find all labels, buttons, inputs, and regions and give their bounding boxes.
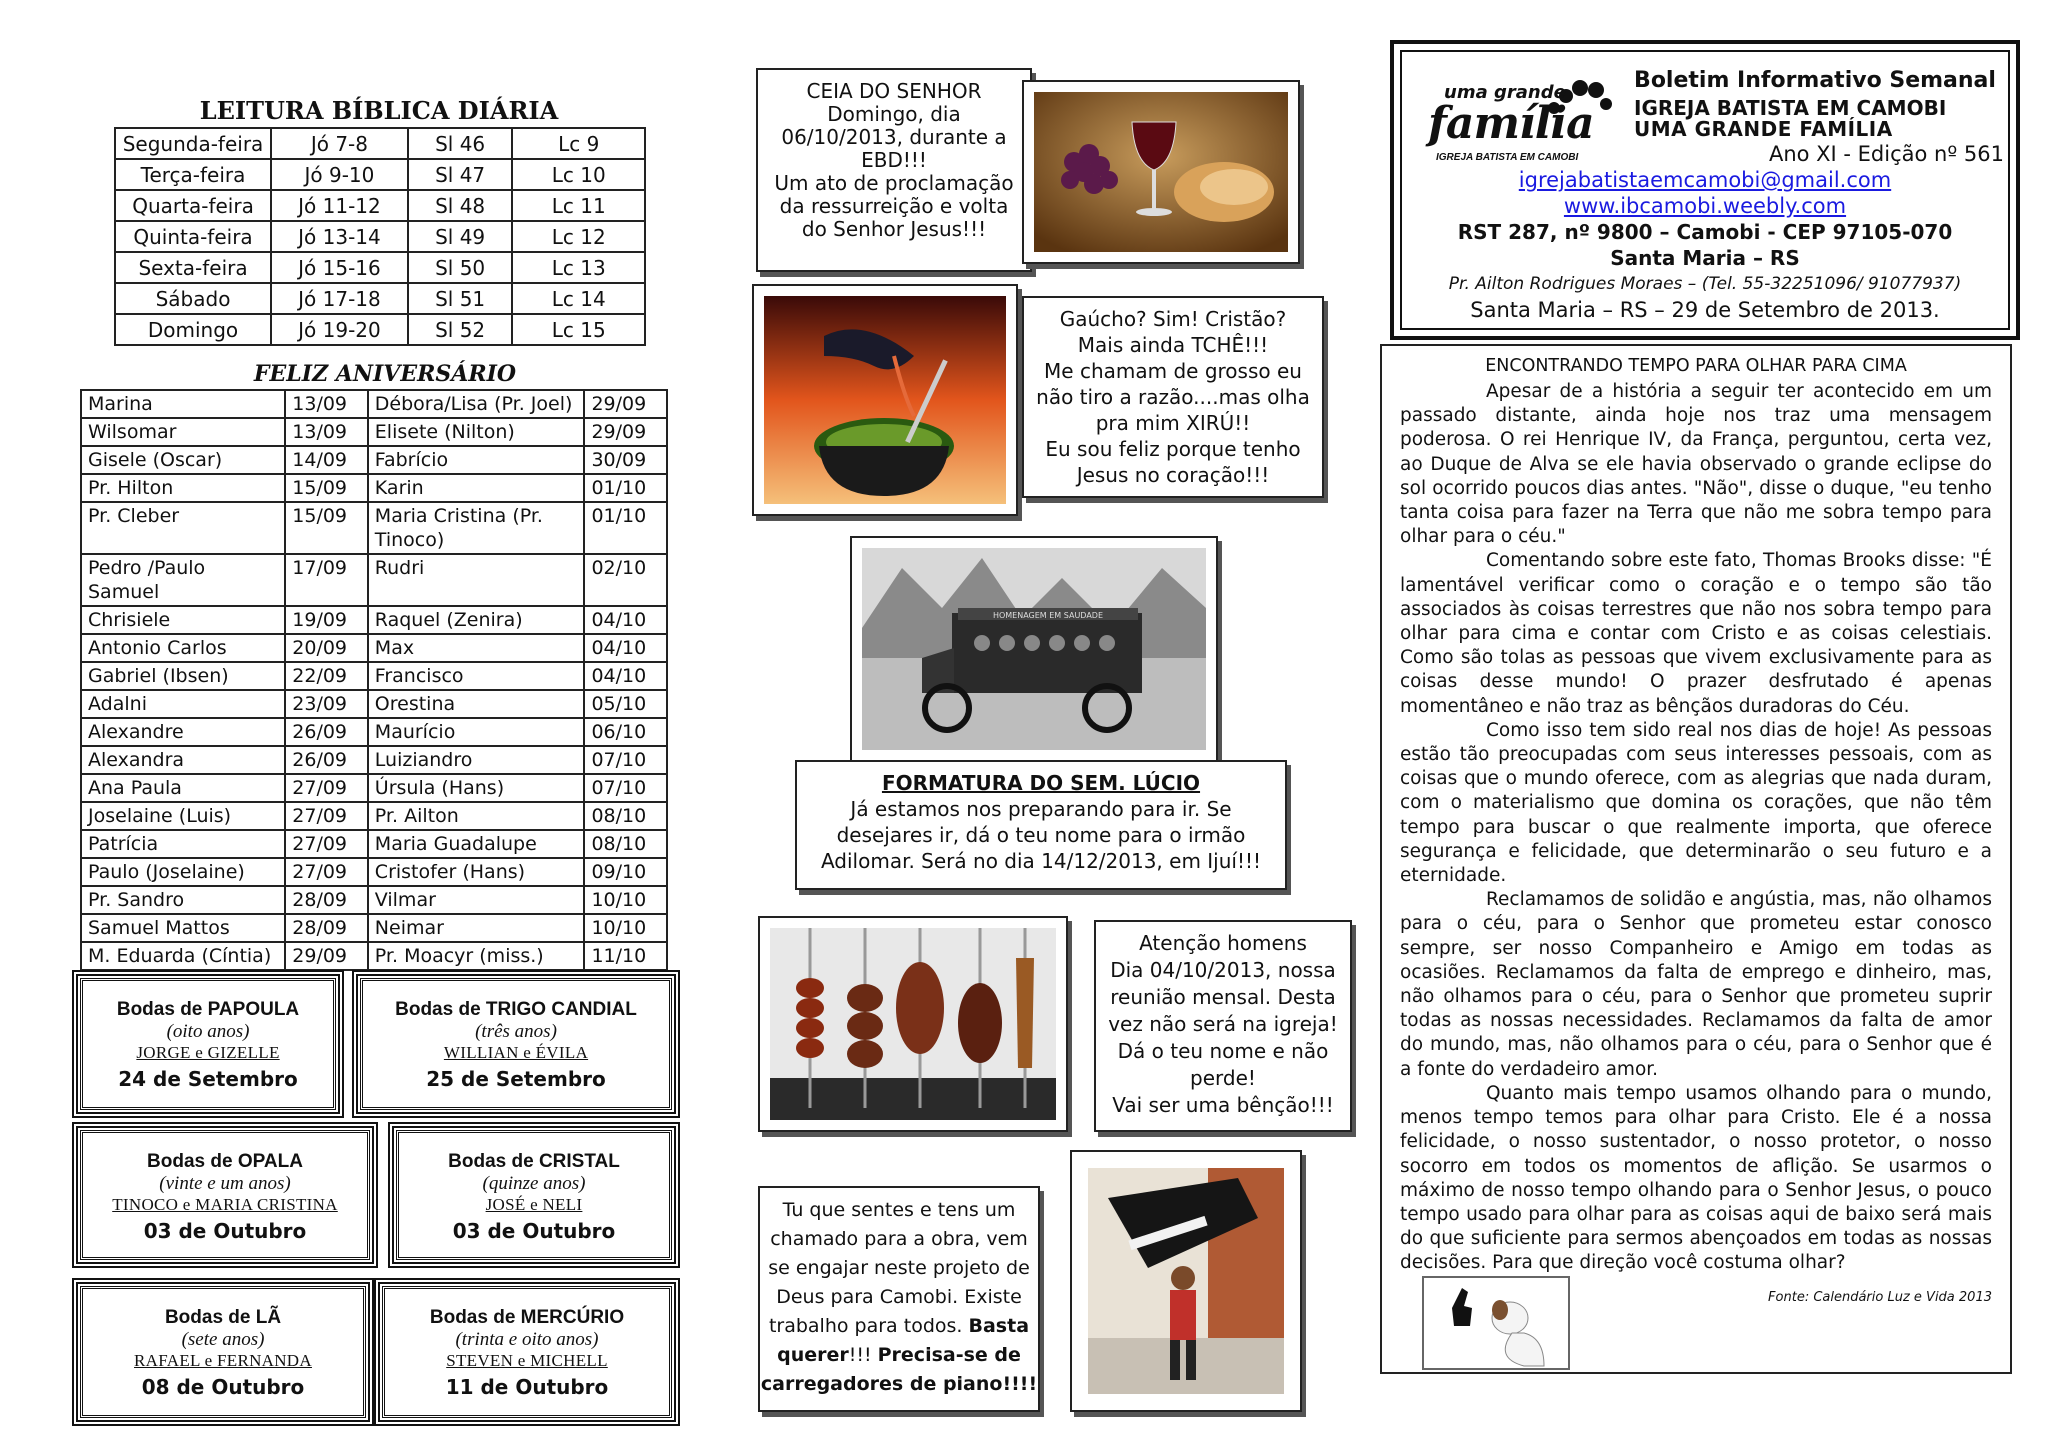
piano-line bbox=[760, 1370, 1038, 1399]
reading-day: Sexta-feira bbox=[115, 252, 271, 283]
piano-line-text: trabalho para todos. bbox=[768, 1315, 963, 1337]
birthday-name: Adalni bbox=[81, 690, 285, 718]
birthday-date: 10/10 bbox=[584, 914, 667, 942]
anniversary-years: (sete anos) bbox=[181, 1329, 265, 1350]
anniversary-card bbox=[382, 1286, 672, 1418]
reading-row bbox=[115, 190, 645, 221]
reading-ref: Jó 15-16 bbox=[271, 252, 408, 283]
birthday-date: 30/09 bbox=[584, 446, 667, 474]
anniversary-couple: JOSÉ e NELI bbox=[485, 1195, 583, 1214]
piano-bold: Basta bbox=[968, 1315, 1030, 1337]
birthday-row bbox=[81, 474, 667, 502]
birthday-date: 08/10 bbox=[584, 830, 667, 858]
anniversary-date: 25 de Setembro bbox=[426, 1067, 606, 1091]
birthday-name: Patrícia bbox=[81, 830, 285, 858]
birthday-date: 27/09 bbox=[285, 774, 368, 802]
birthday-date: 22/09 bbox=[285, 662, 368, 690]
article-paragraph: Quanto mais tempo usamos olhando para o mundo, menos tempo temos para olhar para Cristo. Ele é a nossa felicidade, o nosso sustentador, o nosso protetor, o nosso socorro em todos os momentos de aflição. Se usarmos o máximo de nosso tempo olhando para o Senhor Jesus, o pouco tempo usado para olhar para as coisas aqui de baixo será mais do que suficiente para sermos abençoados em todas as nossas decisões. Para que direção você costuma olhar? bbox=[1400, 1082, 1992, 1274]
birthday-date: 27/09 bbox=[285, 858, 368, 886]
birthday-row bbox=[81, 554, 667, 606]
birthday-name: Maria Guadalupe bbox=[368, 830, 585, 858]
anniversary-title: Bodas de TRIGO CANDIAL bbox=[395, 999, 637, 1020]
birthday-date: 07/10 bbox=[584, 746, 667, 774]
reading-ref: Lc 15 bbox=[512, 314, 645, 345]
birthday-date: 27/09 bbox=[285, 830, 368, 858]
ceia-line: do Senhor Jesus!!! bbox=[801, 217, 987, 241]
birthday-row bbox=[81, 914, 667, 942]
anniversary-title: Bodas de LÃ bbox=[164, 1307, 282, 1328]
birthday-name: Débora/Lisa (Pr. Joel) bbox=[368, 390, 585, 418]
birthday-name: Vilmar bbox=[368, 886, 585, 914]
birthday-name: Wilsomar bbox=[81, 418, 285, 446]
reading-day: Terça-feira bbox=[115, 159, 271, 190]
ceia-line: da ressurreição e volta bbox=[779, 194, 1009, 218]
birthday-name: Joselaine (Luis) bbox=[81, 802, 285, 830]
birthday-name: Paulo (Joselaine) bbox=[81, 858, 285, 886]
anniversary-title: Bodas de CRISTAL bbox=[448, 1151, 620, 1172]
birthday-date: 04/10 bbox=[584, 606, 667, 634]
anniversary-card bbox=[360, 978, 672, 1110]
birthday-date: 01/10 bbox=[584, 502, 667, 554]
reading-ref: Sl 47 bbox=[408, 159, 513, 190]
birthday-name: Pr. Sandro bbox=[81, 886, 285, 914]
birthday-row bbox=[81, 634, 667, 662]
article-source: Fonte: Calendário Luz e Vida 2013 bbox=[1768, 1289, 1992, 1305]
birthday-date: 06/10 bbox=[584, 718, 667, 746]
reading-ref: Jó 7-8 bbox=[271, 128, 408, 159]
formatura-title: FORMATURA DO SEM. LÚCIO bbox=[881, 771, 1201, 795]
birthday-row bbox=[81, 858, 667, 886]
birthday-name: Raquel (Zenira) bbox=[368, 606, 585, 634]
ceia-line: Domingo, dia bbox=[827, 102, 961, 126]
bulletin-date: Santa Maria – RS – 29 de Setembro de 2013. bbox=[1470, 298, 1940, 322]
birthday-date: 23/09 bbox=[285, 690, 368, 718]
old-bus-photo bbox=[850, 536, 1218, 762]
reading-row bbox=[115, 221, 645, 252]
city: Santa Maria – RS bbox=[1610, 246, 1800, 270]
piano-line: Tu que sentes e tens um bbox=[782, 1199, 1016, 1221]
birthday-name: Gisele (Oscar) bbox=[81, 446, 285, 474]
anniversary-couple: RAFAEL e FERNANDA bbox=[134, 1351, 312, 1370]
birthday-row bbox=[81, 662, 667, 690]
anniversary-title: Bodas de MERCÚRIO bbox=[429, 1307, 625, 1328]
birthday-row bbox=[81, 802, 667, 830]
formatura-line: Adilomar. Será no dia 14/12/2013, em Ijuí!!! bbox=[820, 849, 1262, 873]
birthday-name: Chrisiele bbox=[81, 606, 285, 634]
anniversary-date: 03 de Outubro bbox=[143, 1219, 307, 1243]
birthday-name: Pr. Cleber bbox=[81, 502, 285, 554]
birthday-date: 28/09 bbox=[285, 914, 368, 942]
birthday-date: 04/10 bbox=[584, 634, 667, 662]
reading-title: LEITURA BÍBLICA DIÁRIA bbox=[199, 96, 559, 125]
anniversary-card bbox=[80, 978, 336, 1110]
anniversary-title: Bodas de PAPOULA bbox=[116, 999, 300, 1020]
reading-ref: Sl 49 bbox=[408, 221, 513, 252]
anniversary-years: (quinze anos) bbox=[482, 1173, 586, 1194]
anniversary-years: (trinta e oito anos) bbox=[455, 1329, 599, 1350]
ceia-line: CEIA DO SENHOR bbox=[806, 79, 982, 103]
birthday-row bbox=[81, 446, 667, 474]
logo-main-text: família bbox=[1428, 98, 1594, 149]
birthday-date: 13/09 bbox=[285, 390, 368, 418]
birthday-date: 02/10 bbox=[584, 554, 667, 606]
anniversary-couple: STEVEN e MICHELL bbox=[446, 1351, 608, 1370]
birthday-name: Pr. Ailton bbox=[368, 802, 585, 830]
birthday-row bbox=[81, 830, 667, 858]
piano-mid: !!! bbox=[848, 1344, 878, 1366]
reading-row bbox=[115, 283, 645, 314]
barbecue-image bbox=[758, 916, 1068, 1132]
reading-ref: Sl 46 bbox=[408, 128, 513, 159]
chimarrao-image bbox=[752, 284, 1018, 516]
header-box bbox=[1390, 40, 2020, 340]
birthday-date: 26/09 bbox=[285, 718, 368, 746]
men-meeting-line: reunião mensal. Desta bbox=[1110, 985, 1336, 1009]
formatura-line: Já estamos nos preparando para ir. Se bbox=[850, 797, 1232, 821]
birthday-name: Marina bbox=[81, 390, 285, 418]
birthday-date: 11/10 bbox=[584, 942, 667, 970]
birthday-date: 29/09 bbox=[584, 390, 667, 418]
reading-ref: Jó 17-18 bbox=[271, 283, 408, 314]
formatura-box bbox=[795, 760, 1287, 890]
bulletin-title: Boletim Informativo Semanal bbox=[1634, 68, 1996, 93]
piano-line: Deus para Camobi. Existe bbox=[776, 1286, 1022, 1308]
reading-ref: Sl 50 bbox=[408, 252, 513, 283]
gaucho-line: Jesus no coração!!! bbox=[1076, 463, 1270, 487]
reading-ref: Jó 9-10 bbox=[271, 159, 408, 190]
reading-ref: Jó 19-20 bbox=[271, 314, 408, 345]
piano-bold: carregadores de piano!!!! bbox=[760, 1373, 1038, 1395]
birthday-date: 27/09 bbox=[285, 802, 368, 830]
reading-ref: Lc 9 bbox=[512, 128, 645, 159]
men-meeting-line: Dia 04/10/2013, nossa bbox=[1110, 958, 1336, 982]
edition: Ano XI - Edição nº 561 bbox=[1768, 142, 2004, 166]
birthday-name: Orestina bbox=[368, 690, 585, 718]
reading-day: Segunda-feira bbox=[115, 128, 271, 159]
gaucho-box bbox=[1022, 296, 1324, 498]
birthday-name: Ana Paula bbox=[81, 774, 285, 802]
men-meeting-line: vez não será na igreja! bbox=[1108, 1012, 1338, 1036]
anniversary-couple: JORGE e GIZELLE bbox=[136, 1043, 280, 1062]
birthday-date: 15/09 bbox=[285, 502, 368, 554]
birthday-name: Maurício bbox=[368, 718, 585, 746]
birthday-row bbox=[81, 886, 667, 914]
reading-ref: Lc 12 bbox=[512, 221, 645, 252]
ceia-line: Um ato de proclamação bbox=[774, 171, 1014, 195]
men-meeting-line: Dá o teu nome e não bbox=[1117, 1039, 1329, 1063]
birthday-row bbox=[81, 942, 667, 970]
birthday-date: 15/09 bbox=[285, 474, 368, 502]
anniversary-title: Bodas de OPALA bbox=[147, 1151, 303, 1172]
birthday-name: Elisete (Nilton) bbox=[368, 418, 585, 446]
birthday-name: Antonio Carlos bbox=[81, 634, 285, 662]
birthday-date: 09/10 bbox=[584, 858, 667, 886]
birthday-table bbox=[80, 389, 668, 971]
reading-ref: Sl 51 bbox=[408, 283, 513, 314]
church-logo bbox=[1426, 76, 1616, 166]
birthday-row bbox=[81, 718, 667, 746]
birthday-date: 17/09 bbox=[285, 554, 368, 606]
reading-ref: Sl 52 bbox=[408, 314, 513, 345]
anniversary-card bbox=[80, 1286, 366, 1418]
birthday-date: 29/09 bbox=[584, 418, 667, 446]
birthday-name: Fabrício bbox=[368, 446, 585, 474]
gaucho-line: não tiro a razão....mas olha bbox=[1036, 385, 1310, 409]
website-link[interactable]: www.ibcamobi.weebly.com bbox=[1563, 194, 1847, 218]
piano-line bbox=[760, 1341, 1038, 1370]
anniversary-couple: TINOCO e MARIA CRISTINA bbox=[112, 1195, 338, 1214]
birthday-date: 05/10 bbox=[584, 690, 667, 718]
birthday-name: Neimar bbox=[368, 914, 585, 942]
birthday-row bbox=[81, 690, 667, 718]
gaucho-line: Me chamam de grosso eu bbox=[1044, 359, 1302, 383]
ceia-box bbox=[756, 68, 1032, 272]
birthday-date: 01/10 bbox=[584, 474, 667, 502]
birthday-name: Samuel Mattos bbox=[81, 914, 285, 942]
birthday-title: FELIZ ANIVERSÁRIO bbox=[253, 361, 517, 387]
birthday-date: 20/09 bbox=[285, 634, 368, 662]
birthday-name: Alexandre bbox=[81, 718, 285, 746]
birthday-name: Rudri bbox=[368, 554, 585, 606]
anniversary-card bbox=[80, 1130, 370, 1260]
gaucho-line: Gaúcho? Sim! Cristão? bbox=[1059, 307, 1287, 331]
reading-table bbox=[114, 127, 646, 346]
anniversary-card bbox=[396, 1130, 672, 1260]
men-meeting-line: perde! bbox=[1190, 1066, 1256, 1090]
birthday-name: Pedro /Paulo Samuel bbox=[81, 554, 285, 606]
address: RST 287, nº 9800 – Camobi - CEP 97105-070 bbox=[1457, 220, 1953, 244]
gaucho-line: pra mim XIRÚ!! bbox=[1095, 411, 1251, 435]
ceia-line: 06/10/2013, durante a bbox=[781, 125, 1007, 149]
logo-sub-text: IGREJA BATISTA EM CAMOBI bbox=[1436, 152, 1579, 163]
article-paragraph: Como isso tem sido real nos dias de hoje! As pessoas estão tão preocupadas com seus interesses pessoais, com as coisas que o mundo oferece, com as alegrias que nada duram, com o materialismo que domina os corações, que não têm tempo para buscar o que realmente importa, que oferece segurança e felicidade, que determinarão o seu futuro e a eternidade. bbox=[1400, 719, 1992, 887]
birthday-date: 07/10 bbox=[584, 774, 667, 802]
birthday-name: M. Eduarda (Cíntia) bbox=[81, 942, 285, 970]
birthday-name: Alexandra bbox=[81, 746, 285, 774]
birthday-name: Maria Cristina (Pr. Tinoco) bbox=[368, 502, 585, 554]
piano-bold: querer bbox=[777, 1344, 849, 1366]
reading-ref: Lc 13 bbox=[512, 252, 645, 283]
birthday-name: Luiziandro bbox=[368, 746, 585, 774]
birthday-date: 19/09 bbox=[285, 606, 368, 634]
reading-row bbox=[115, 128, 645, 159]
piano-text-box bbox=[758, 1186, 1040, 1412]
birthday-row bbox=[81, 606, 667, 634]
birthday-name: Francisco bbox=[368, 662, 585, 690]
anniversary-date: 11 de Outubro bbox=[445, 1375, 609, 1399]
piano-carrier-image bbox=[1070, 1150, 1302, 1412]
anniversary-date: 24 de Setembro bbox=[118, 1067, 298, 1091]
email-link[interactable]: igrejabatistaemcamobi@gmail.com bbox=[1518, 168, 1892, 192]
men-meeting-line: Atenção homens bbox=[1139, 931, 1307, 955]
wine-bread-image bbox=[1022, 80, 1300, 264]
birthday-name: Pr. Hilton bbox=[81, 474, 285, 502]
anniversary-date: 08 de Outubro bbox=[141, 1375, 305, 1399]
reading-day: Quinta-feira bbox=[115, 221, 271, 252]
birthday-date: 10/10 bbox=[584, 886, 667, 914]
formatura-line: desejares ir, dá o teu nome para o irmão bbox=[836, 823, 1246, 847]
birthday-row bbox=[81, 746, 667, 774]
birthday-name: Cristofer (Hans) bbox=[368, 858, 585, 886]
article-paragraph: Apesar de a história a seguir ter acontecido em um passado distante, ainda hoje nos traz uma mensagem poderosa. O rei Henrique IV, da França, perguntou, certa vez, ao Duque de Alva se ele havia observado o grande eclipse do sol ocorrido poucos dias antes. "Não", disse o duque, "eu tenho tanta coisa para fazer na Terra que não me sobra tempo para olhar para o céu." bbox=[1400, 381, 1992, 548]
birthday-name: Pr. Moacyr (miss.) bbox=[368, 942, 585, 970]
piano-line: chamado para a obra, vem bbox=[770, 1228, 1028, 1250]
article-box bbox=[1380, 344, 2012, 1374]
birthday-date: 14/09 bbox=[285, 446, 368, 474]
reading-row bbox=[115, 314, 645, 345]
birthday-row bbox=[81, 774, 667, 802]
anniversary-years: (três anos) bbox=[475, 1021, 557, 1042]
reading-ref: Lc 10 bbox=[512, 159, 645, 190]
gaucho-line: Eu sou feliz porque tenho bbox=[1045, 437, 1301, 461]
anniversary-couple: WILLIAN e ÉVILA bbox=[443, 1043, 589, 1062]
birthday-name: Úrsula (Hans) bbox=[368, 774, 585, 802]
article-paragraph: Reclamamos de solidão e angústia, mas, não olhamos para o céu, para o Senhor que prometeu estar conosco sempre, ser nosso Companheiro e Amigo em todas as ocasiões. Reclamamos da falta de emprego e dinheiro, mas, não olhamos para o céu, para o Senhor que prometeu suprir todas as nossas necessidades. Reclamamos da falta de amor do mundo, mas, não olhamos para o céu, para o Senhor que é a fonte do verdadeiro amor. bbox=[1400, 889, 1992, 1080]
birthday-row bbox=[81, 502, 667, 554]
anniversary-date: 03 de Outubro bbox=[452, 1219, 616, 1243]
birthday-date: 04/10 bbox=[584, 662, 667, 690]
men-meeting-box bbox=[1094, 920, 1352, 1132]
article-paragraph: Comentando sobre este fato, Thomas Brooks disse: "É lamentável verificar como o coração e o tempo são tão associados às coisas terrestres que não nos sobra tempo para olhar para cima e contar com Cristo e as coisas celestiais. Como são tolas as pessoas que vivem exclusivamente para as coisas desse mundo! O prazer desfrutado é apenas momentâneo e não traz as bênçãos duradoras do Céu. bbox=[1400, 550, 1992, 717]
logo-top-text: uma grande bbox=[1444, 82, 1566, 103]
birthday-date: 26/09 bbox=[285, 746, 368, 774]
church-motto: UMA GRANDE FAMÍLIA bbox=[1634, 117, 1893, 141]
gaucho-line: Mais ainda TCHÊ!!! bbox=[1077, 333, 1269, 357]
article-body bbox=[1400, 380, 1992, 1276]
anniversary-years: (vinte e um anos) bbox=[159, 1173, 291, 1194]
reading-ref: Jó 13-14 bbox=[271, 221, 408, 252]
reading-row bbox=[115, 159, 645, 190]
reading-row bbox=[115, 252, 645, 283]
birthday-date: 29/09 bbox=[285, 942, 368, 970]
article-title: ENCONTRANDO TEMPO PARA OLHAR PARA CIMA bbox=[1485, 356, 1907, 376]
reading-ref: Lc 11 bbox=[512, 190, 645, 221]
anniversary-years: (oito anos) bbox=[166, 1021, 250, 1042]
birthday-row bbox=[81, 418, 667, 446]
piano-line: se engajar neste projeto de bbox=[768, 1257, 1030, 1279]
birthday-date: 28/09 bbox=[285, 886, 368, 914]
pastor-line: Pr. Ailton Rodrigues Moraes – (Tel. 55-32251096/ 91077937) bbox=[1448, 274, 1962, 294]
reading-day: Sábado bbox=[115, 283, 271, 314]
reading-day: Quarta-feira bbox=[115, 190, 271, 221]
ceia-line: EBD!!! bbox=[861, 148, 927, 172]
reading-ref: Jó 11-12 bbox=[271, 190, 408, 221]
dog-pointing-image bbox=[1422, 1276, 1570, 1370]
men-meeting-line: Vai ser uma bênção!!! bbox=[1112, 1093, 1334, 1117]
birthday-name: Karin bbox=[368, 474, 585, 502]
piano-bold: Precisa-se de bbox=[877, 1344, 1021, 1366]
reading-ref: Lc 14 bbox=[512, 283, 645, 314]
reading-day: Domingo bbox=[115, 314, 271, 345]
birthday-row bbox=[81, 390, 667, 418]
birthday-date: 08/10 bbox=[584, 802, 667, 830]
bus-caption: HOMENAGEM EM SAUDADE bbox=[992, 611, 1104, 620]
birthday-name: Gabriel (Ibsen) bbox=[81, 662, 285, 690]
church-name: IGREJA BATISTA EM CAMOBI bbox=[1634, 96, 1947, 120]
birthday-name: Max bbox=[368, 634, 585, 662]
reading-ref: Sl 48 bbox=[408, 190, 513, 221]
birthday-date: 13/09 bbox=[285, 418, 368, 446]
piano-line bbox=[760, 1312, 1038, 1341]
